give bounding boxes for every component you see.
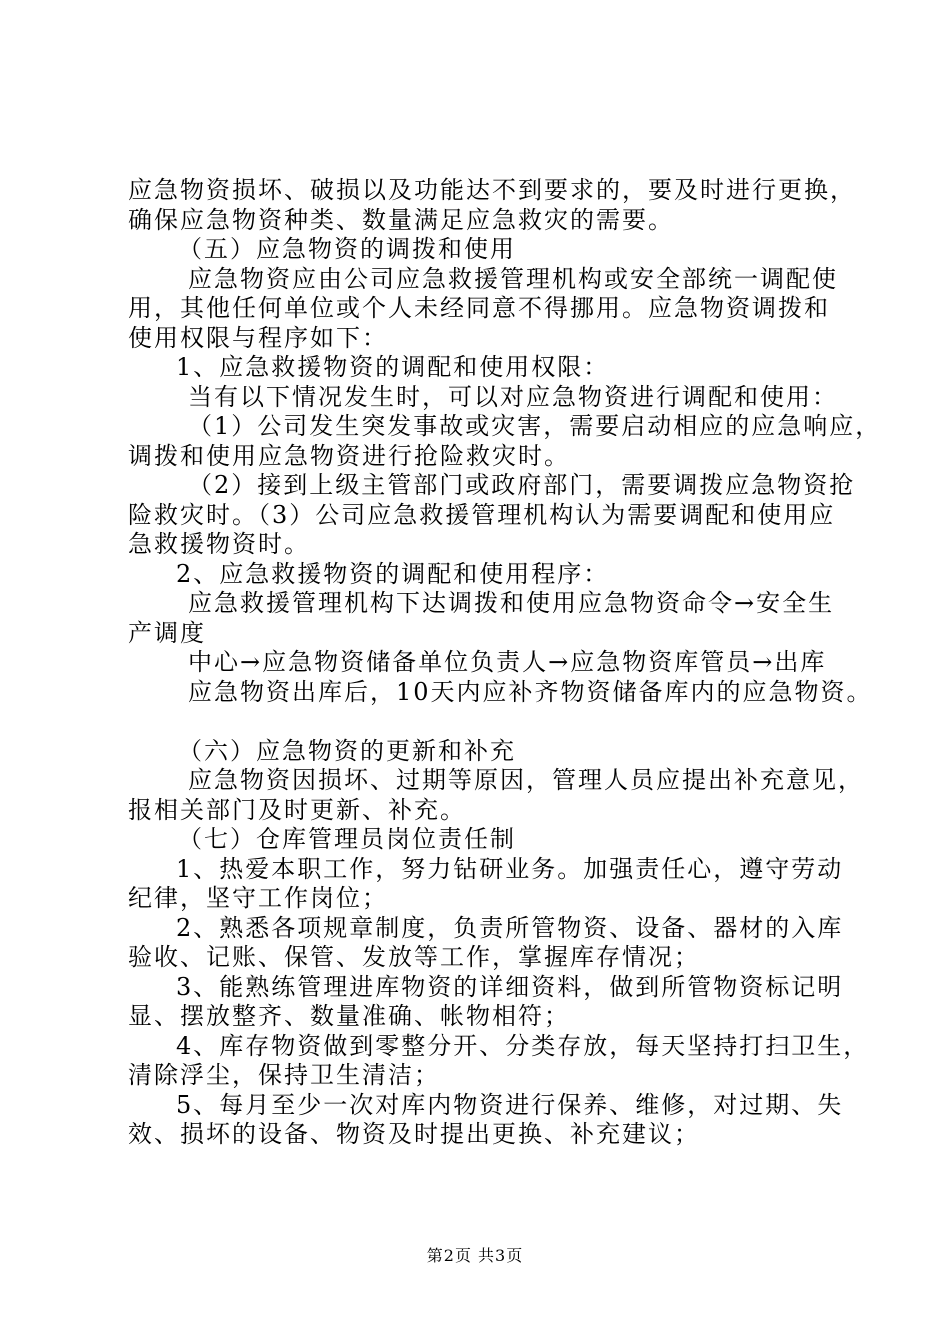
paragraph-line: 应急物资出库后，10天内应补齐物资储备库内的应急物资。 — [188, 677, 873, 706]
document-body — [128, 176, 882, 1150]
paragraph-line: 纪律，坚守工作岗位； — [128, 884, 388, 912]
list-item: 3、能熟练管理进库物资的详细资料，做到所管物资标记明 — [176, 972, 844, 1001]
paragraph-line: 效、损坏的设备、物资及时提出更换、补充建议； — [128, 1120, 700, 1148]
list-item: （1）公司发生突发事故或灾害，需要启动相应的应急响应， — [188, 412, 882, 440]
paragraph-line: 调拨和使用应急物资进行抢险救灾时。 — [128, 441, 570, 470]
paragraph-line: 显、摆放整齐、数量准确、帐物相符； — [128, 1002, 570, 1030]
section-heading: （六）应急物资的更新和补充 — [178, 736, 516, 765]
paragraph-line: 验收、记账、保管、发放等工作，掌握库存情况； — [128, 943, 700, 971]
list-heading: 2、应急救援物资的调配和使用程序： — [176, 559, 610, 588]
paragraph-line: 险救灾时。（3）公司应急救援管理机构认为需要调配和使用应 — [128, 500, 836, 529]
list-item: 5、每月至少一次对库内物资进行保养、维修，对过期、失 — [176, 1090, 844, 1119]
list-item: 4、库存物资做到零整分开、分类存放，每天坚持打扫卫生， — [176, 1031, 870, 1060]
list-item: （2）接到上级主管部门或政府部门，需要调拨应急物资抢 — [188, 471, 856, 499]
paragraph-line: 用，其他任何单位或个人未经同意不得挪用。应急物资调拨和 — [128, 294, 830, 322]
blank-line — [128, 707, 840, 737]
section-heading: （五）应急物资的调拨和使用 — [178, 235, 516, 263]
paragraph-line: 应急救援管理机构下达调拨和使用应急物资命令→安全生 — [188, 589, 835, 617]
paragraph-line: 应急物资损坏、破损以及功能达不到要求的，要及时进行更换， — [128, 176, 856, 204]
section-heading: （七）仓库管理员岗位责任制 — [178, 825, 516, 853]
paragraph-line: 中心→应急物资储备单位负责人→应急物资库管员→出库 — [188, 648, 827, 676]
list-item: 2、熟悉各项规章制度，负责所管物资、设备、器材的入库 — [176, 913, 844, 942]
paragraph-line: 应急物资应由公司应急救援管理机构或安全部统一调配使 — [188, 264, 838, 293]
paragraph-line: 清除浮尘，保持卫生清洁； — [128, 1061, 440, 1089]
list-item: 1、热爱本职工作，努力钻研业务。加强责任心，遵守劳动 — [176, 854, 844, 883]
paragraph-line: 产调度 — [128, 618, 206, 647]
paragraph-line: 急救援物资时。 — [128, 530, 310, 558]
paragraph-line: 应急物资因损坏、过期等原因，管理人员应提出补充意见， — [188, 766, 864, 794]
page-number-footer: 第2页 共3页 — [426, 1246, 524, 1265]
paragraph-line: 当有以下情况发生时，可以对应急物资进行调配和使用： — [188, 382, 838, 411]
list-heading: 1、应急救援物资的调配和使用权限： — [176, 353, 610, 381]
paragraph-line: 使用权限与程序如下： — [128, 323, 388, 352]
paragraph-line: 报相关部门及时更新、补充。 — [128, 795, 466, 824]
paragraph-line: 确保应急物资种类、数量满足应急救灾的需要。 — [128, 205, 674, 234]
